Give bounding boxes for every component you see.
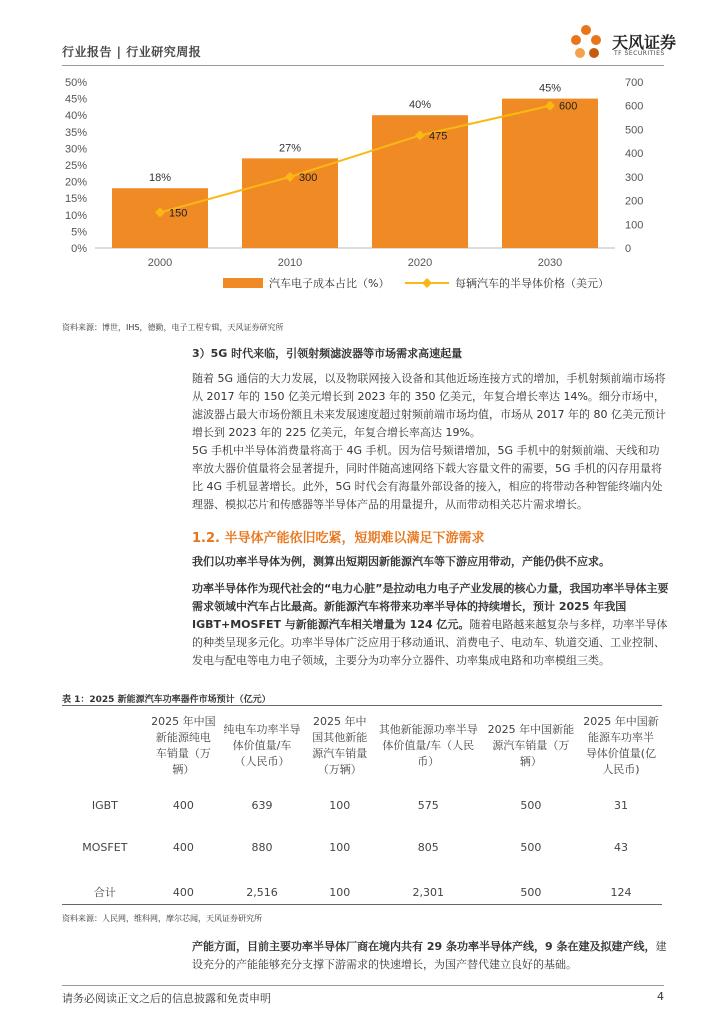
table-cell: 2,516 bbox=[246, 885, 278, 899]
power-semiconductor-bold: 功率半导体作为现代社会的“电力心脏”是拉动电力电子产业发展的核心力量，我国功率半导体主要需求领域中汽车占比最高。新能源汽车将带来功率半导体的持续增长，预计 2025 年我国 IGBT+MOSFET 与新能源汽车相关增量为 124 亿元。 bbox=[192, 582, 669, 631]
table-row bbox=[62, 784, 662, 826]
table-cell: 400 bbox=[172, 798, 194, 812]
bar-data-label: 27% bbox=[278, 142, 302, 155]
y-left-tick-label: 25% bbox=[64, 160, 87, 172]
bar-data-label: 45% bbox=[538, 82, 562, 95]
table-header-cell: 纯电车功率半导体价值量/车（人民币） bbox=[223, 723, 301, 768]
y-left-tick-label: 50% bbox=[64, 77, 87, 89]
y-left-tick-label: 45% bbox=[64, 93, 87, 106]
table-cell: 575 bbox=[417, 798, 439, 812]
section-3-paragraph-2: 5G 手机中半导体消费量将高于 4G 手机。因为信号频谱增加，5G 手机中的射频前端、天线和功率放大器价值量将会显著提升，同时伴随高速网络下载大容量文件的需要，5G 手机的闪存用量将比 4G 手机显著增长。此外，5G 时代会有海量外部设备的接入，相应的将带动各种智能终端内处理器、模拟芯片和传感器等半导体产品的用量提升，从而带动相关芯片需求增长。 bbox=[192, 444, 663, 511]
table-cell: 805 bbox=[417, 840, 439, 854]
price-series-line bbox=[160, 106, 550, 213]
bar-data-label: 40% bbox=[408, 99, 432, 112]
section-3-paragraph-1: 随着 5G 通信的大力发展，以及物联网接入设备和其他近场连接方式的增加，手机射频前端市场将从 2017 年的 150 亿美元增长到 2023 年的 350 亿美元，年复合增长率达 14%。细分市场中，滤波器占最大市场份额且未来发展速度超过射频前端市场均值，市场从 2017 年的 80 亿美元预计增长到 2023 年的 225 亿美元，年复合增长率高达 19%。 bbox=[192, 372, 666, 439]
report-category: 行业报告 | 行业研究周报 bbox=[62, 45, 202, 59]
legend-line-label: 每辆汽车的半导体价格（美元） bbox=[455, 277, 609, 290]
bar bbox=[242, 158, 338, 248]
table-header-cell: 其他新能源功率半导体价值量/车（人民币） bbox=[378, 723, 478, 768]
y-left-tick-label: 5% bbox=[71, 226, 87, 239]
y-left-tick-label: 30% bbox=[64, 143, 87, 156]
capacity-rest: 建设充分的产能能够充分支撑下游需求的快速增长，为国产替代建立良好的基础。 bbox=[192, 940, 667, 971]
legend-bar-label: 汽车电子成本占比（%） bbox=[269, 277, 390, 290]
table-header-cell: 2025 年中国新能源汽车销量（万辆） bbox=[487, 723, 575, 768]
lead-paragraph: 我们以功率半导体为例，测算出短期因新能源汽车等下游应用带动，产能仍供不应求。 bbox=[192, 555, 610, 568]
x-tick-label: 2010 bbox=[277, 257, 303, 269]
header-divider bbox=[62, 65, 664, 66]
table-row bbox=[62, 826, 662, 868]
table-cell: MOSFET bbox=[82, 840, 128, 854]
table-cell: 43 bbox=[613, 840, 628, 854]
y-right-tick-label: 600 bbox=[625, 100, 644, 113]
footer-divider bbox=[62, 985, 664, 986]
table-cell: 2,301 bbox=[412, 885, 444, 899]
table-cell: 880 bbox=[251, 840, 273, 854]
page-number: 4 bbox=[657, 990, 664, 1003]
legend-bar-swatch bbox=[223, 278, 263, 288]
table-cell: 100 bbox=[329, 840, 351, 854]
table-header-cell bbox=[62, 706, 148, 784]
table-cell: 400 bbox=[172, 840, 194, 854]
y-right-tick-label: 300 bbox=[625, 171, 644, 184]
capacity-paragraph bbox=[192, 938, 670, 974]
table-cell: 31 bbox=[613, 798, 628, 812]
table-cell: 500 bbox=[520, 885, 542, 899]
table-header-cell: 2025 年中国其他新能源汽车销量（万辆） bbox=[312, 715, 368, 776]
y-left-tick-label: 0% bbox=[71, 243, 87, 255]
table-cell: 124 bbox=[610, 885, 632, 899]
section-3-title: 3）5G 时代来临，引领射频滤波器等市场需求高速起量 bbox=[192, 347, 463, 360]
table-bottom-rule bbox=[62, 904, 662, 905]
table-header-cell: 2025 年中国新能源车功率半导体价值量(亿人民币) bbox=[583, 715, 659, 776]
table-source: 资料来源：人民网，维科网，摩尔芯闻，天风证券研究所 bbox=[62, 914, 262, 923]
section-heading-1-2: 1.2. 半导体产能依旧吃紧，短期难以满足下游需求 bbox=[192, 531, 485, 546]
disclaimer-footer: 请务必阅读正文之后的信息披露和免责申明 bbox=[62, 992, 271, 1005]
y-right-tick-label: 200 bbox=[625, 195, 644, 208]
power-semiconductor-rest: 随着电路越来越复杂与多样，功率半导体的种类呈现多元化。功率半导体广泛应用于移动通讯、消费电子、电动车、轨道交通、工业控制、发电与配电等电力电子领域，主要分为功率分立器件、功率集成电路和功率模组三类。 bbox=[192, 618, 668, 667]
bar bbox=[502, 99, 598, 248]
y-left-tick-label: 10% bbox=[64, 209, 87, 222]
y-right-tick-label: 700 bbox=[625, 77, 644, 89]
price-data-label: 600 bbox=[559, 100, 578, 113]
table-cell: 100 bbox=[329, 798, 351, 812]
y-right-tick-label: 500 bbox=[625, 124, 644, 137]
table-cell: 100 bbox=[329, 885, 351, 899]
y-left-tick-label: 15% bbox=[64, 193, 87, 206]
table-cell: 400 bbox=[172, 885, 194, 899]
y-left-tick-label: 35% bbox=[64, 126, 87, 139]
brand-name: 天风证券 bbox=[612, 33, 677, 52]
brand-subtitle: TF SECURITIES bbox=[614, 50, 665, 57]
brand-logo bbox=[566, 22, 676, 62]
y-right-tick-label: 400 bbox=[625, 148, 644, 161]
x-tick-label: 2020 bbox=[407, 257, 433, 269]
table-cell: 500 bbox=[520, 840, 542, 854]
y-left-tick-label: 40% bbox=[64, 110, 87, 123]
table-cell: 合计 bbox=[93, 886, 116, 899]
capacity-bold: 产能方面，目前主要功率半导体厂商在境内共有 29 条功率半导体产线，9 条在建及拟建产线， bbox=[192, 940, 656, 953]
y-left-tick-label: 20% bbox=[64, 176, 87, 189]
table-header-row bbox=[62, 706, 662, 784]
y-right-tick-label: 0 bbox=[625, 243, 632, 255]
table-row bbox=[62, 868, 662, 916]
x-tick-label: 2000 bbox=[147, 257, 173, 269]
table-caption: 表 1：2025 新能源汽车功率器件市场预计（亿元） bbox=[62, 695, 271, 705]
price-data-label: 300 bbox=[299, 171, 318, 184]
power-semiconductor-paragraph bbox=[192, 580, 670, 670]
y-right-tick-label: 100 bbox=[625, 219, 644, 232]
x-tick-label: 2030 bbox=[537, 257, 563, 269]
table-cell: 639 bbox=[251, 798, 273, 812]
chart-source: 资料来源：博世，IHS，德勤，电子工程专辑，天风证券研究所 bbox=[62, 323, 284, 332]
power-device-market-table bbox=[62, 706, 662, 916]
table-cell: IGBT bbox=[91, 798, 118, 812]
bar bbox=[112, 188, 208, 248]
table-header-cell: 2025 年中国新能源纯电车销量（万辆） bbox=[151, 715, 216, 776]
price-data-label: 150 bbox=[169, 207, 188, 220]
brand-logo-icon bbox=[566, 22, 610, 62]
table-cell: 500 bbox=[520, 798, 542, 812]
bar-data-label: 18% bbox=[148, 172, 172, 185]
legend-line-marker bbox=[422, 278, 432, 288]
price-data-label: 475 bbox=[429, 130, 448, 143]
automotive-semiconductor-chart bbox=[55, 68, 665, 303]
